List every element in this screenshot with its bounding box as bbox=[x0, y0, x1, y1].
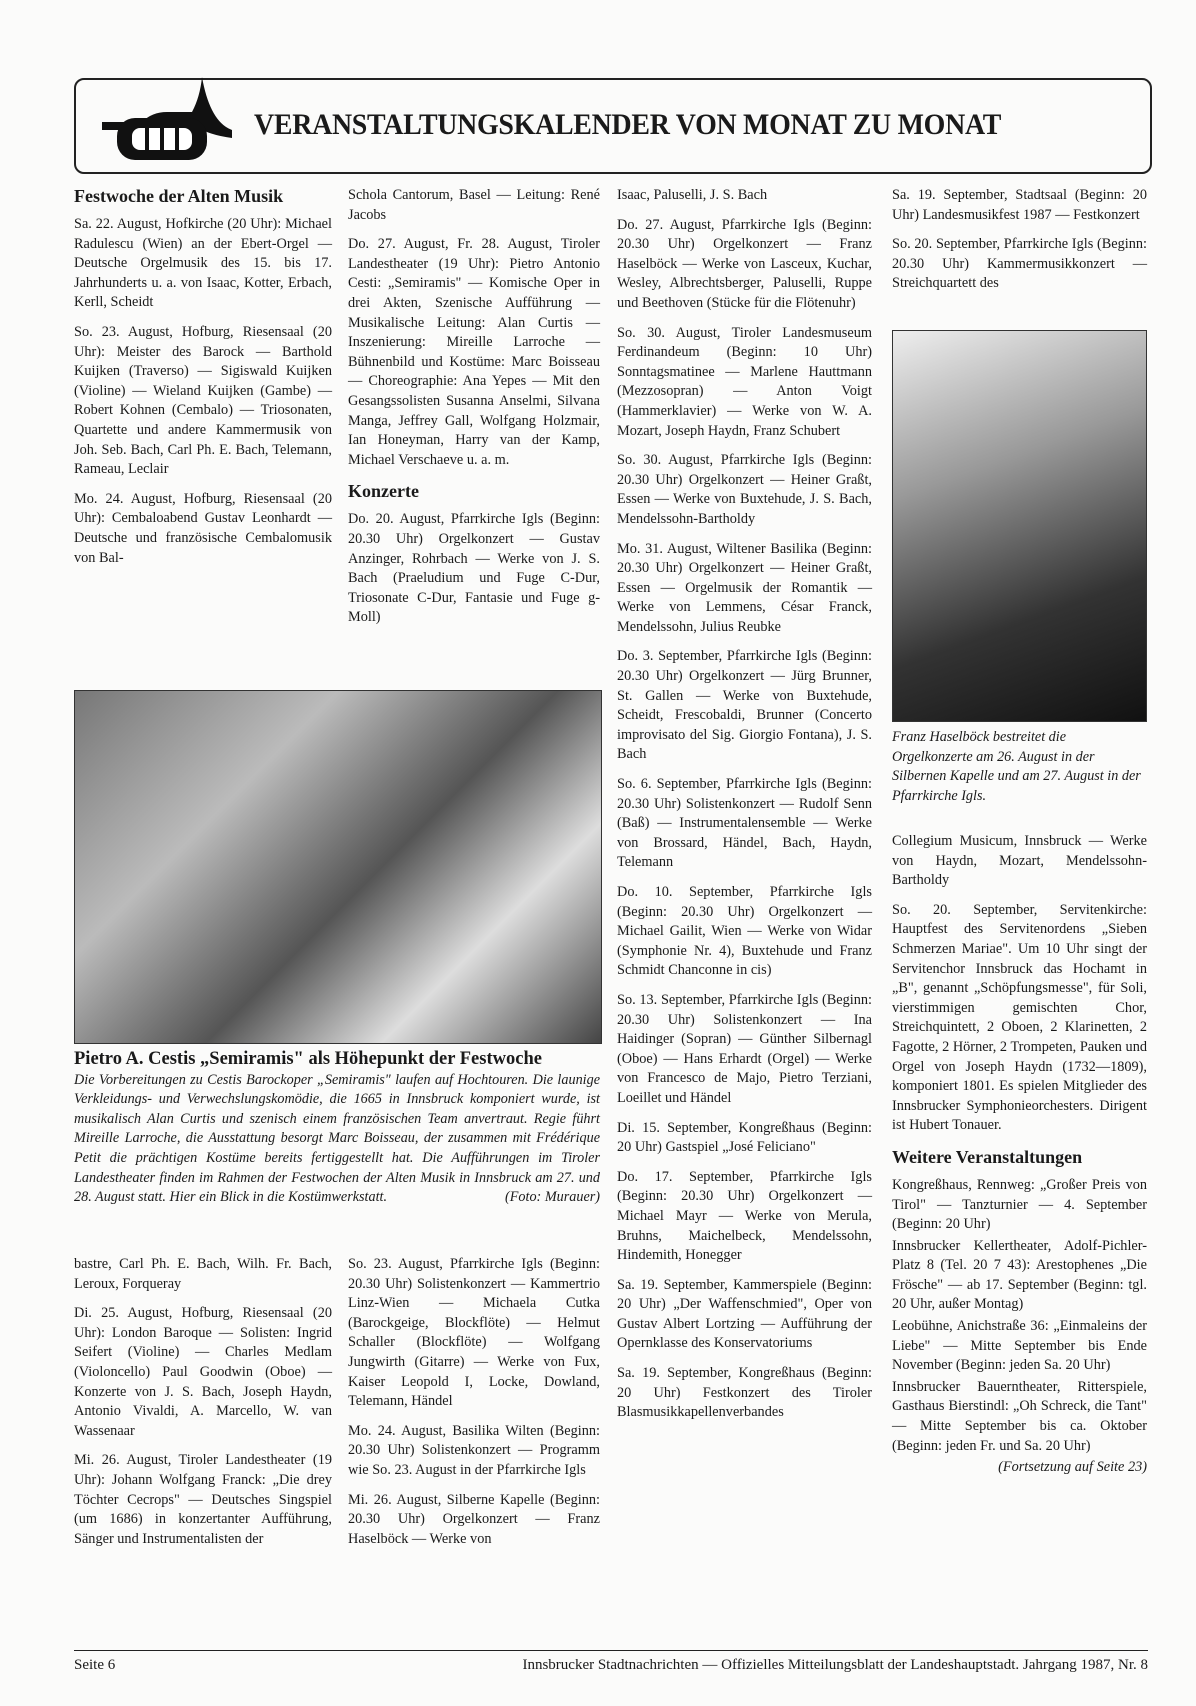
heading-weitere: Weitere Veranstaltungen bbox=[892, 1146, 1083, 1167]
event-entry: Mo. 24. August, Hofburg, Riesensaal (20 Uhr): Cembaloabend Gustav Leonhardt — Deutsche und französische Cembalomusik von Bal- bbox=[74, 490, 332, 566]
event-entry: Do. 27. August, Fr. 28. August, Tiroler Landestheater (19 Uhr): Pietro Antonio Cesti: „Semiramis" — Komische Oper in drei Akten, Szenische Aufführung — Musikalische Leitung: Alan Curtis — Inszenierung: Mireille Larroche — Bühnenbild und Kostüme: Marc Boisseau — Choreographie: Ana Yepes — Mit den Gesangssolisten Susanna Anselmi, Silvana Manga, Jeffrey Gall, Wolfgang Holzmair, Ian Honeyman, Harry van der Kamp, Michael Verschaeve u. a. m. bbox=[348, 236, 600, 468]
event-entry: Di. 15. September, Kongreßhaus (Beginn: 20 Uhr) Gastspiel „José Feliciano" bbox=[617, 1119, 872, 1156]
column-1 bbox=[74, 183, 332, 578]
photo-caption-text: Die Vorbereitungen zu Cestis Barockoper „Semiramis" laufen auf Hochtouren. Die launige Verkleidungs- und Verwechslungskomödie, die 1665 in Innsbruck komponiert wurde, ist musikalisch Alan Curtis und szenisch einem französischen Team anvertraut. Regie führt Mireille Larroche, die Ausstattung besorgt Marc Boisseau, der zusammen mit Frédérique Petit die prächtigen Kostüme bereits fertiggestellt hat. Die Aufführungen im Tiroler Landestheater finden im Rahmen der Festwochen der Alten Musik in Innsbruck am 27. und 28. August statt. Hier ein Blick in die Kostümwerkstatt. bbox=[74, 1071, 600, 1206]
column-4-lower bbox=[892, 832, 1147, 1488]
event-entry: Innsbrucker Bauerntheater, Ritterspiele, Gasthaus Bierstindl: „Oh Schreck, die Tant" — Mitte September bis ca. Oktober (Beginn: jeden Fr. und Sa. 20 Uhr) bbox=[892, 1378, 1147, 1454]
column-2 bbox=[348, 186, 600, 638]
event-entry: Leobühne, Anichstraße 36: „Einmaleins der Liebe" — Mitte September bis Ende November (Beginn: jeden Sa. 20 Uhr) bbox=[892, 1318, 1147, 1374]
event-entry: So. 23. August, Pfarrkirche Igls (Beginn: 20.30 Uhr) Solistenkonzert — Kammertrio Linz-Wien — Michaela Cutka (Barockgeige, Blockflöte) — Helmut Schaller (Blockflöte) — Wolfgang Jungwirth (Gitarre) — Werke von Fux, Kaiser Leopold I, Locke, Dowland, Telemann, Händel bbox=[348, 1256, 600, 1410]
event-entry: Mi. 26. August, Tiroler Landestheater (19 Uhr): Johann Wolfgang Franck: „Die drey Töchter Cecrops" — Deutsches Singspiel (um 1686) in konzertanter Aufführung, Sänger und Instrumentalisten der bbox=[74, 1452, 332, 1547]
event-entry: Mo. 31. August, Wiltener Basilika (Beginn: 20.30 Uhr) Orgelkonzert — Heiner Graßt, Essen — Orgelmusik der Romantik — Werke von Lemmens, César Franck, Mendelssohn, Julius Reubke bbox=[617, 540, 872, 635]
tuba-icon bbox=[92, 72, 242, 172]
event-entry: So. 13. September, Pfarrkirche Igls (Beginn: 20.30 Uhr) Solistenkonzert — Ina Haidinger (Sopran) — Günther Silbernagl (Oboe) — Hans Erhardt (Orgel) — Werke von Francesco de Majo, Pietro Terziani, Loeillet und Händel bbox=[617, 991, 872, 1106]
event-entry: Do. 20. August, Pfarrkirche Igls (Beginn: 20.30 Uhr) Orgelkonzert — Gustav Anzinger, Rohrbach — Werke von J. S. Bach (Praeludium und Fuge C-Dur, Triosonate C-Dur, Fantasie und Fuge g-Moll) bbox=[348, 511, 600, 626]
event-entry: Sa. 22. August, Hofkirche (20 Uhr): Michael Radulescu (Wien) an der Ebert-Orgel — Deutsche Orgelmusik des 15. bis 17. Jahrhunderts u. a. von Isaac, Kotter, Erbach, Kerll, Scheidt bbox=[74, 216, 332, 311]
column-2-lower bbox=[348, 1255, 600, 1559]
event-entry: Sa. 19. September, Kongreßhaus (Beginn: 20 Uhr) Festkonzert des Tiroler Blasmusikkapellenverbandes bbox=[617, 1365, 872, 1421]
event-entry: Do. 10. September, Pfarrkirche Igls (Beginn: 20.30 Uhr) Orgelkonzert — Michael Gailit, Wien — Werke von Widar (Symphonie Nr. 4), Buxtehude und Franz Schmidt Chanconne in cis) bbox=[617, 884, 872, 979]
event-entry: Di. 25. August, Hofburg, Riesensaal (20 Uhr): London Baroque — Solisten: Ingrid Seifert (Violine) — Charles Medlam (Violoncello) Paul Goodwin (Oboe) — Konzerte von J. S. Bach, Joseph Haydn, Antonio Vivaldi, A. Marcello, W. van Wassenaar bbox=[74, 1305, 332, 1439]
continued-note: (Fortsetzung auf Seite 23) bbox=[998, 1459, 1147, 1476]
event-entry: Sa. 19. September, Kammerspiele (Beginn: 20 Uhr) „Der Waffenschmied", Oper von Gustav Albert Lortzing — Aufführung der Opernklasse des Konservatoriums bbox=[617, 1276, 872, 1352]
event-entry: So. 30. August, Pfarrkirche Igls (Beginn: 20.30 Uhr) Orgelkonzert — Heiner Graßt, Essen — Werke von Buxtehude, J. S. Bach, Mendelssohn-Bartholdy bbox=[617, 452, 872, 527]
event-entry: So. 23. August, Hofburg, Riesensaal (20 Uhr): Meister des Barock — Barthold Kuijken (Traverso) — Sigiswald Kuijken (Violine) — Wieland Kuijken (Gambe) — Robert Kohnen (Cembalo) — Triosonaten, Quartette und andere Kammermusik von Joh. Seb. Bach, Carl Ph. E. Bach, Telemann, Rameau, Leclair bbox=[74, 323, 332, 478]
footer bbox=[74, 1650, 1148, 1674]
column-1-lower bbox=[74, 1255, 332, 1559]
publication-line: Innsbrucker Stadtnachrichten — Offizielles Mitteilungsblatt der Landeshauptstadt. Jahrgang 1987, Nr. 8 bbox=[522, 1657, 1148, 1673]
event-entry: So. 20. September, Servitenkirche: Hauptfest des Servitenordens „Sieben Schmerzen Mariae". Um 10 Uhr singt der Servitenchor Innsbruck das Hochamt in „B", genannt „Schöpfungsmesse", für Soli, vierstimmigen gemischten Chor, Streichquintett, 2 Oboen, 2 Klarinetten, 2 Fagotte, 2 Hörner, 2 Trompeten, Pauken und Orgel von Joseph Haydn (1732—1809), komponiert 1801. Es spielen Mitglieder des Innsbrucker Symphonieorchesters. Dirigent ist Hubert Tonauer. bbox=[892, 901, 1147, 1134]
page-number: Seite 6 bbox=[74, 1657, 116, 1673]
event-entry: bastre, Carl Ph. E. Bach, Wilh. Fr. Bach, Leroux, Forqueray bbox=[74, 1256, 332, 1292]
event-entry: So. 20. September, Pfarrkirche Igls (Beginn: 20.30 Uhr) Kammermusikkonzert — Streichquartett des bbox=[892, 236, 1147, 292]
portrait-caption: Franz Haselböck bestreitet die Orgelkonzerte am 26. August in der Silbernen Kapelle und am 27. August in der Pfarrkirche Igls. bbox=[892, 729, 1141, 804]
event-entry: Mi. 26. August, Silberne Kapelle (Beginn: 20.30 Uhr) Orgelkonzert — Franz Haselböck — Werke von bbox=[348, 1491, 600, 1547]
portrait-photo bbox=[892, 330, 1147, 722]
event-entry: So. 6. September, Pfarrkirche Igls (Beginn: 20.30 Uhr) Solistenkonzert — Rudolf Senn (Baß) — Instrumentalensemble — Werke von Brossard, Händel, Bach, Haydn, Telemann bbox=[617, 776, 872, 871]
event-entry: Isaac, Paluselli, J. S. Bach bbox=[617, 187, 768, 203]
event-entry: Innsbrucker Kellertheater, Adolf-Pichler-Platz 8 (Tel. 20 7 43): Arestophenes „Die Frösche" — ab 17. September (Beginn: tgl. 20 Uhr, außer Montag) bbox=[892, 1237, 1147, 1313]
section-title: VERANSTALTUNGSKALENDER VON MONAT ZU MONAT bbox=[254, 108, 1002, 141]
photo-caption-title: Pietro A. Cestis „Semiramis" als Höhepunkt der Festwoche bbox=[74, 1049, 542, 1069]
photo-caption bbox=[74, 1050, 600, 1208]
section-header bbox=[74, 78, 1152, 174]
photo-credit: (Foto: Murauer) bbox=[505, 1189, 600, 1206]
column-4 bbox=[892, 186, 1147, 304]
event-entry: Collegium Musicum, Innsbruck — Werke von Haydn, Mozart, Mendelssohn-Bartholdy bbox=[892, 833, 1147, 889]
event-entry: Do. 17. September, Pfarrkirche Igls (Beginn: 20.30 Uhr) Orgelkonzert — Michael Mayr — Werke von Merula, Bruhns, Maichelbeck, Mendelssohn, Hindemith, Honegger bbox=[617, 1168, 872, 1264]
heading-konzerte: Konzerte bbox=[348, 481, 419, 502]
event-entry: Sa. 19. September, Stadtsaal (Beginn: 20 Uhr) Landesmusikfest 1987 — Festkonzert bbox=[892, 187, 1147, 223]
event-entry: Mo. 24. August, Basilika Wilten (Beginn: 20.30 Uhr) Solistenkonzert — Programm wie So. 23. August in der Pfarrkirche Igls bbox=[348, 1422, 600, 1478]
column-3 bbox=[617, 186, 872, 1433]
event-entry: So. 30. August, Tiroler Landesmuseum Ferdinandeum (Beginn: 10 Uhr) Sonntagsmatinee — Marlene Hauttmann (Mezzosopran) — Anton Voigt (Hammerklavier) — Werke von W. A. Mozart, Joseph Haydn, Franz Schubert bbox=[617, 324, 872, 439]
event-entry: Do. 27. August, Pfarrkirche Igls (Beginn: 20.30 Uhr) Orgelkonzert — Franz Haselböck — Werke von Lasceux, Kuchar, Wesley, Albrechtsberger, Paluselli, Ruppe und Beethoven (Stücke für die Flötenuhr) bbox=[617, 216, 872, 311]
heading-festwoche: Festwoche der Alten Musik bbox=[74, 186, 284, 206]
event-entry: Schola Cantorum, Basel — Leitung: René Jacobs bbox=[348, 187, 600, 223]
costume-workshop-photo bbox=[74, 690, 602, 1044]
event-entry: Do. 3. September, Pfarrkirche Igls (Beginn: 20.30 Uhr) Orgelkonzert — Jürg Brunner, St. Gallen — Werke von Buxtehude, Scheidt, Frescobaldi, Brunner (Concerto improvisato del Sig. Giorgio Fontana), J. S. Bach bbox=[617, 648, 872, 763]
event-entry: Kongreßhaus, Rennweg: „Großer Preis von Tirol" — Tanzturnier — 4. September (Beginn: 20 Uhr) bbox=[892, 1176, 1147, 1233]
